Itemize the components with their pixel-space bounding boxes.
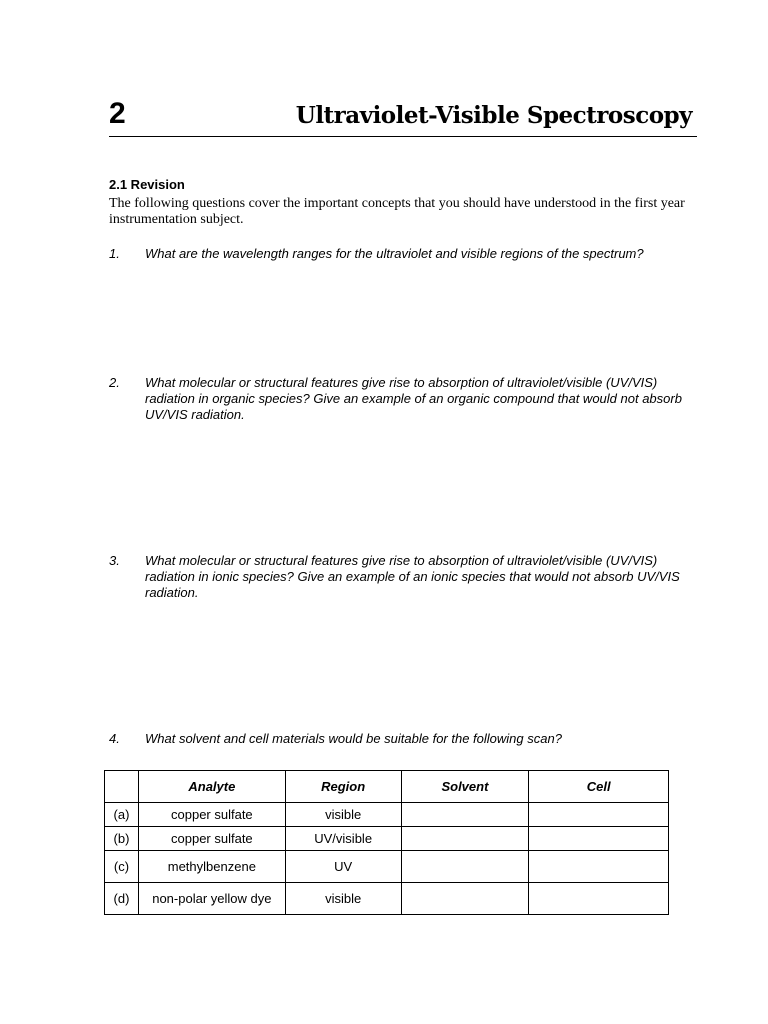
solvent-cell — [401, 851, 529, 883]
question-number: 3. — [109, 553, 120, 568]
region-cell: visible — [285, 803, 401, 827]
cell-material-cell — [529, 827, 669, 851]
question-number: 1. — [109, 246, 120, 261]
solvent-cell — [401, 803, 529, 827]
region-cell: UV — [285, 851, 401, 883]
question-number: 2. — [109, 375, 120, 390]
region-cell: visible — [285, 883, 401, 915]
question-number: 4. — [109, 731, 120, 746]
cell-material-cell — [529, 803, 669, 827]
title-rule — [109, 136, 697, 137]
region-cell: UV/visible — [285, 827, 401, 851]
table-row — [105, 803, 669, 827]
analyte-cell: copper sulfate — [138, 803, 285, 827]
table-header-analyte: Analyte — [138, 771, 285, 803]
table-header-cell-material: Cell — [529, 771, 669, 803]
analyte-cell: copper sulfate — [138, 827, 285, 851]
question-text: What molecular or structural features give rise to absorption of ultraviolet/visible (UV/VIS) radiation in organic species? Give an example of an organic compound that would not absorb UV/VIS radiation. — [145, 375, 682, 422]
row-label: (c) — [105, 851, 139, 883]
cell-material-cell — [529, 851, 669, 883]
question-text: What molecular or structural features give rise to absorption of ultraviolet/visible (UV/VIS) radiation in ionic species? Give an example of an ionic species that would not absorb UV/VIS radiation. — [145, 553, 680, 600]
table-row — [105, 883, 669, 915]
analyte-cell: methylbenzene — [138, 851, 285, 883]
cell-material-cell — [529, 883, 669, 915]
table-header-solvent: Solvent — [401, 771, 529, 803]
section-intro: The following questions cover the important concepts that you should have understood in the first year instrumentation subject. — [109, 196, 685, 227]
analyte-cell: non-polar yellow dye — [138, 883, 285, 915]
chapter-number: 2 — [109, 97, 126, 130]
row-label: (d) — [105, 883, 139, 915]
solvent-cell — [401, 827, 529, 851]
table-header-cell — [105, 771, 139, 803]
row-label: (b) — [105, 827, 139, 851]
question-text: What are the wavelength ranges for the ultraviolet and visible regions of the spectrum? — [145, 246, 644, 261]
scan-table — [104, 770, 669, 915]
section-heading: 2.1 Revision — [109, 177, 185, 192]
table-row — [105, 827, 669, 851]
chapter-title: Ultraviolet-Visible Spectroscopy — [295, 102, 692, 129]
table-header-row — [105, 771, 669, 803]
table-header-region: Region — [285, 771, 401, 803]
row-label: (a) — [105, 803, 139, 827]
solvent-cell — [401, 883, 529, 915]
question-text: What solvent and cell materials would be suitable for the following scan? — [145, 731, 562, 746]
table-row — [105, 851, 669, 883]
